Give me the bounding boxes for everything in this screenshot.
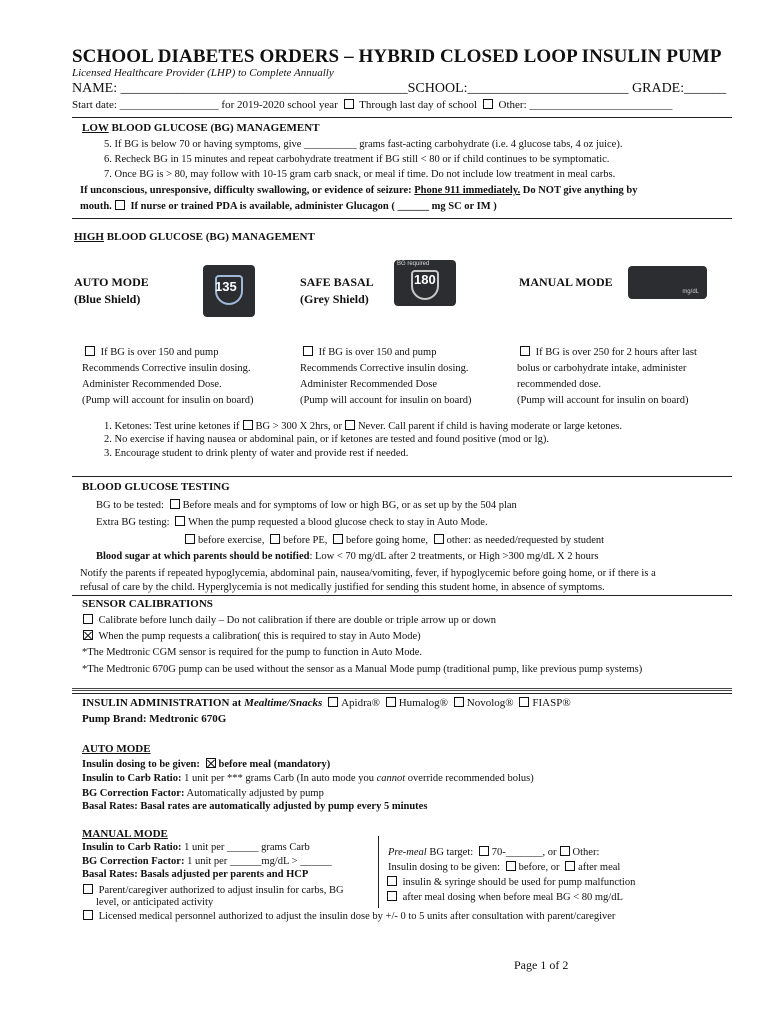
bg-tested-line bbox=[96, 499, 517, 511]
school-year-checkbox[interactable] bbox=[344, 99, 354, 109]
apidra-checkbox[interactable] bbox=[328, 697, 338, 707]
auto-dose-line: Insulin dosing to be given: before meal (mandatory) bbox=[82, 759, 331, 770]
manual-mode-title: MANUAL MODE bbox=[519, 275, 613, 289]
sensor-opt-2: When the pump requests a calibration( this is required to stay in Auto Mode) bbox=[80, 630, 421, 642]
safe-basal-pump-image bbox=[394, 260, 456, 306]
ketone-never-checkbox[interactable] bbox=[345, 420, 355, 430]
notify-label: Blood sugar at which parents should be notified bbox=[96, 551, 310, 562]
high-word: HIGH bbox=[74, 231, 104, 243]
through-label: Through last day of school bbox=[359, 99, 478, 111]
extra-label: Extra BG testing: bbox=[96, 517, 170, 528]
start-date-field[interactable]: Start date: __________________ for 2019-2020 school year bbox=[72, 99, 338, 111]
sensor-note-2: *The Medtronic 670G pump can be used without the sensor as a Manual Mode pump (traditional pump, like previous pump systems) bbox=[82, 664, 643, 675]
premeal-line: Pre-meal BG target: 70-_______, or Other: bbox=[388, 847, 600, 858]
auto-mode-heading: AUTO MODE bbox=[82, 743, 151, 755]
low-item-6: 6. Recheck BG in 15 minutes and repeat carbohydrate treatment if BG still < 80 or if child continues to be symptomatic. bbox=[104, 154, 610, 165]
sensor-opt-1: Calibrate before lunch daily – Do not calibration if there are double or triple arrow up or down bbox=[80, 614, 496, 626]
aftermeal-checkbox[interactable] bbox=[387, 891, 397, 901]
target-other-checkbox[interactable] bbox=[560, 846, 570, 856]
pump-brand: Pump Brand: Medtronic 670G bbox=[82, 713, 227, 725]
safe-basal-reading: 180 bbox=[414, 272, 436, 287]
pump-request-checkbox[interactable] bbox=[175, 516, 185, 526]
divider bbox=[72, 595, 732, 596]
manual-line-1: If BG is over 250 for 2 hours after last bbox=[517, 345, 697, 361]
syringe-checkbox[interactable] bbox=[387, 876, 397, 886]
auto-line-4: (Pump will account for insulin on board) bbox=[82, 395, 254, 406]
manual-mode-checkbox[interactable] bbox=[520, 346, 530, 356]
insulin-heading: INSULIN ADMINISTRATION at Mealtime/Snacks Apidra® Humalog® Novolog® FIASP® bbox=[82, 697, 571, 709]
parent-authorized-checkbox[interactable] bbox=[83, 884, 93, 894]
name-school-grade-line[interactable]: NAME: _________________________________________SCHOOL:_______________________ GRADE:______ bbox=[72, 81, 727, 96]
testing-heading: BLOOD GLUCOSE TESTING bbox=[82, 481, 230, 493]
low-heading-rest: BLOOD GLUCOSE (BG) MANAGEMENT bbox=[108, 122, 320, 134]
dose-after-checkbox[interactable] bbox=[565, 861, 575, 871]
manual-basal-line: Basal Rates: Basals adjusted per parents and HCP bbox=[82, 869, 309, 880]
pump-request-label: When the pump requested a blood glucose check to stay in Auto Mode. bbox=[188, 517, 488, 528]
humalog-checkbox[interactable] bbox=[386, 697, 396, 707]
auto-line-1: If BG is over 150 and pump bbox=[82, 345, 253, 361]
safe-basal-checkbox[interactable] bbox=[303, 346, 313, 356]
low-item-5: 5. If BG is below 70 or having symptoms, give __________ grams fast-acting carbohydrate (i.e. 4 glucose tabs, 4 oz juice). bbox=[104, 139, 623, 150]
auto-mode-checkbox[interactable] bbox=[85, 346, 95, 356]
licensed-line: Licensed medical personnel authorized to adjust the insulin dose by +/- 0 to 5 units after consultation with parent/caregiver bbox=[80, 910, 615, 922]
high-item-2: 2. No exercise if having nausea or abdominal pain, or if ketones are tested and found positive (mod or lg). bbox=[104, 434, 549, 445]
manual-mode-heading: MANUAL MODE bbox=[82, 828, 168, 840]
manual-line-3: recommended dose. bbox=[517, 379, 601, 390]
extra-testing-line bbox=[96, 516, 488, 528]
auto-mode-sub: (Blue Shield) bbox=[74, 292, 141, 306]
page-subtitle: Licensed Healthcare Provider (LHP) to Complete Annually bbox=[72, 67, 334, 79]
auto-mode-reading: 135 bbox=[215, 279, 237, 294]
auto-mode-pump-image bbox=[203, 265, 255, 317]
auto-mode-title: AUTO MODE bbox=[74, 275, 149, 289]
before-meals-checkbox[interactable] bbox=[170, 499, 180, 509]
safe-basal-sub: (Grey Shield) bbox=[300, 292, 369, 306]
mouth-text: mouth. bbox=[80, 201, 112, 212]
seizure-line-2 bbox=[80, 200, 497, 212]
manual-ratio-line: Insulin to Carb Ratio: 1 unit per ______ grams Carb bbox=[82, 842, 310, 853]
manual-mode-pump-image bbox=[628, 266, 707, 299]
manual-correction-line: BG Correction Factor: 1 unit per ______mg/dL > ______ bbox=[82, 856, 332, 867]
glucagon-text: If nurse or trained PDA is available, administer Glucagon ( ______ mg SC or IM ) bbox=[127, 201, 497, 212]
fiasp-checkbox[interactable] bbox=[519, 697, 529, 707]
safe-basal-instructions bbox=[300, 345, 471, 409]
auto-mode-instructions bbox=[82, 345, 253, 409]
before-home-checkbox[interactable] bbox=[333, 534, 343, 544]
safe-line-2: Recommends Corrective insulin dosing. bbox=[300, 363, 469, 374]
bg-required-text: BG required bbox=[397, 261, 430, 267]
phone-911: Phone 911 immediately. bbox=[414, 185, 521, 196]
ketone-300-checkbox[interactable] bbox=[243, 420, 253, 430]
mgdl-small: mg/dL bbox=[682, 289, 699, 295]
auto-correction-line: BG Correction Factor: Automatically adjusted by pump bbox=[82, 788, 324, 799]
page-number: Page 1 of 2 bbox=[514, 958, 569, 972]
page-title: SCHOOL DIABETES ORDERS – HYBRID CLOSED LOOP INSULIN PUMP bbox=[72, 46, 722, 67]
ketone-300-label: BG > 300 X 2hrs, or bbox=[255, 421, 342, 432]
notify-line-2: Notify the parents if repeated hypoglycemia, abdominal pain, nausea/vomiting, fever, if hypoglycemic before going home, or if there is a bbox=[80, 568, 656, 579]
before-exercise-checkbox[interactable] bbox=[185, 534, 195, 544]
other-field[interactable]: Other: __________________________ bbox=[498, 99, 673, 111]
parent-line-1: Parent/caregiver authorized to adjust insulin for carbs, BG bbox=[80, 884, 344, 896]
before-meals-label: Before meals and for symptoms of low or high BG, or as set up by the 504 plan bbox=[182, 500, 517, 511]
double-divider bbox=[72, 688, 732, 691]
aftermeal-line: after meal dosing when before meal BG < 80 mg/dL bbox=[384, 891, 623, 903]
safe-line-1: If BG is over 150 and pump bbox=[300, 345, 471, 361]
seizure-line-1 bbox=[80, 185, 638, 196]
high-heading-rest: BLOOD GLUCOSE (BG) MANAGEMENT bbox=[103, 231, 315, 243]
auto-line-2: Recommends Corrective insulin dosing. bbox=[82, 363, 251, 374]
ketone-line bbox=[104, 420, 622, 432]
before-pe-checkbox[interactable] bbox=[270, 534, 280, 544]
auto-ratio-line: Insulin to Carb Ratio: 1 unit per *** grams Carb (In auto mode you cannot override recommended bolus) bbox=[82, 773, 534, 784]
ketone-never-label: Never. Call parent if child is having moderate or large ketones. bbox=[357, 421, 622, 432]
sensor-heading: SENSOR CALIBRATIONS bbox=[82, 598, 213, 610]
syringe-line: insulin & syringe should be used for pump malfunction bbox=[384, 876, 635, 888]
ketone-text: 1. Ketones: Test urine ketones if bbox=[104, 421, 240, 432]
high-item-3: 3. Encourage student to drink plenty of water and provide rest if needed. bbox=[104, 448, 409, 459]
seizure-text-b: Do NOT give anything by bbox=[520, 185, 638, 196]
safe-line-4: (Pump will account for insulin on board) bbox=[300, 395, 472, 406]
licensed-personnel-checkbox[interactable] bbox=[83, 910, 93, 920]
vertical-divider bbox=[378, 836, 379, 908]
manual-mode-instructions bbox=[517, 345, 697, 409]
safe-basal-title: SAFE BASAL bbox=[300, 275, 374, 289]
notify-line-3: refusal of care by the child. Hyperglycemia is not medically justified for sending this student home, in absence of symptoms. bbox=[80, 582, 605, 593]
through-checkbox[interactable] bbox=[483, 99, 493, 109]
start-date-line bbox=[72, 99, 672, 111]
target-70-checkbox[interactable] bbox=[479, 846, 489, 856]
notify-values: : Low < 70 mg/dL after 2 treatments, or High >300 mg/dL X 2 hours bbox=[309, 551, 599, 562]
auto-basal-line: Basal Rates: Basal rates are automatically adjusted by pump every 5 minutes bbox=[82, 801, 428, 812]
dose-before-checkbox[interactable] bbox=[506, 861, 516, 871]
manual-dose-line: Insulin dosing to be given: before, or after meal bbox=[388, 862, 621, 873]
manual-line-2: bolus or carbohydrate intake, administer bbox=[517, 363, 687, 374]
auto-line-3: Administer Recommended Dose. bbox=[82, 379, 222, 390]
before-meal-mandatory-checkbox-checked[interactable] bbox=[206, 758, 216, 768]
other-testing-checkbox[interactable] bbox=[434, 534, 444, 544]
safe-line-3: Administer Recommended Dose bbox=[300, 379, 438, 390]
high-bg-heading bbox=[74, 231, 315, 243]
sensor-note-1: *The Medtronic CGM sensor is required for the pump to function in Auto Mode. bbox=[82, 647, 423, 658]
low-bg-heading bbox=[82, 122, 320, 134]
parent-line-2: level, or anticipated activity bbox=[96, 897, 214, 908]
notify-line bbox=[96, 551, 598, 562]
manual-line-4: (Pump will account for insulin on board) bbox=[517, 395, 689, 406]
extra-options-line: before exercise, before PE, before going home, other: as needed/requested by student bbox=[182, 534, 604, 546]
calibrate-lunch-checkbox[interactable] bbox=[83, 614, 93, 624]
seizure-text: If unconscious, unresponsive, difficulty swallowing, or evidence of seizure: bbox=[80, 185, 415, 196]
novolog-checkbox[interactable] bbox=[454, 697, 464, 707]
glucagon-checkbox[interactable] bbox=[115, 200, 125, 210]
low-word: LOW bbox=[82, 122, 109, 134]
pump-calibration-checkbox-checked[interactable] bbox=[83, 630, 93, 640]
low-item-7: 7. Once BG is > 80, may follow with 10-15 gram carb snack, or meal if time. Do not include low treatment in meal carbs. bbox=[104, 169, 616, 180]
tested-label: BG to be tested: bbox=[96, 500, 164, 511]
